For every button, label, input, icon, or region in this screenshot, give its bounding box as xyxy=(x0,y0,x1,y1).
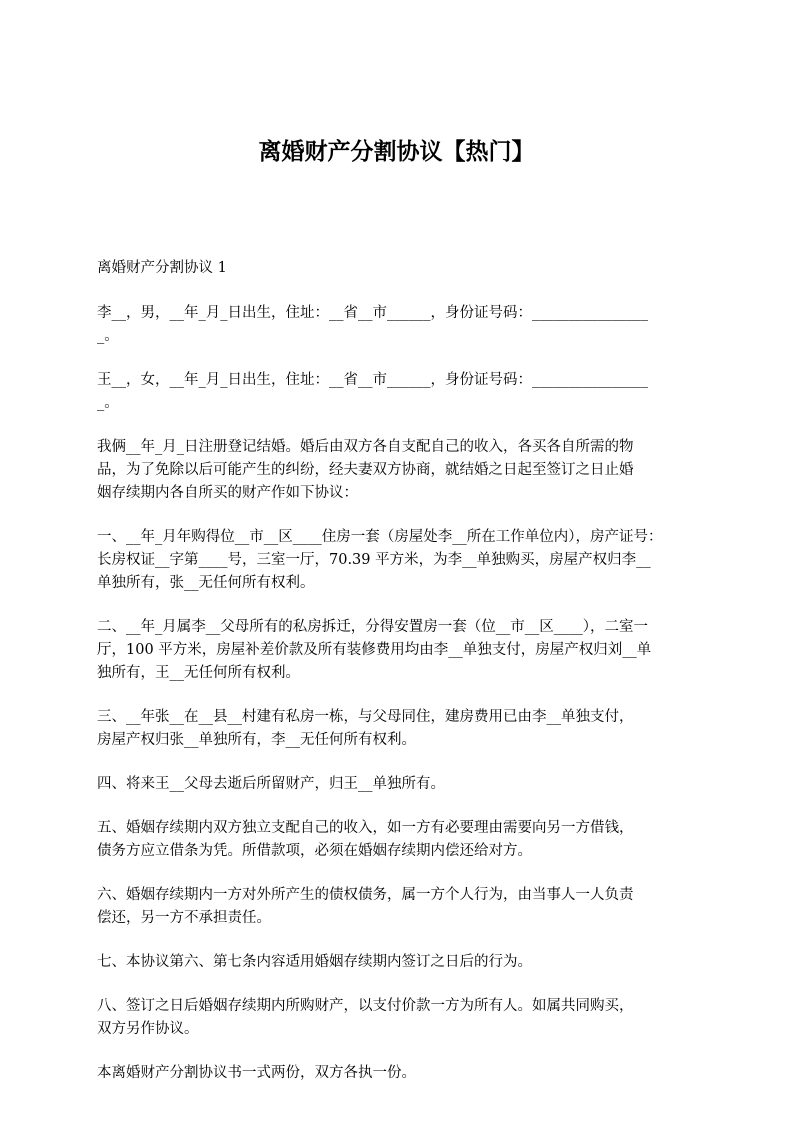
section-heading: 离婚财产分割协议 1 xyxy=(97,260,227,276)
party-li-info: 李__，男，__年_月_日出生，住址：__省__市______，身份证号码：________________ _。 xyxy=(97,305,648,344)
document-body xyxy=(97,257,717,1106)
clause-4: 四、将来王__父母去逝后所留财产，归王__单独所有。 xyxy=(97,776,445,792)
clause-1: 一、__年_月年购得位__市__区____住房一套（房屋处李__所在工作单位内），房产证号： 长房权证__字第____号，三室一厅，70.39 平方米，为李__单独购买，房屋产权归李__ 单独所有，张__无任何所有权利。 xyxy=(97,529,663,591)
document-title: 离婚财产分割协议【热门】 xyxy=(258,139,535,165)
clause-3: 三、__年张__在__县__村建有私房一栋，与父母同住，建房费用已由李__单独支付， 房屋产权归张__单独所有，李__无任何所有权利。 xyxy=(97,709,634,748)
marriage-preamble: 我俩__年_月_日注册登记结婚。婚后由双方各自支配自己的收入，各买各自所需的物 品，为了免除以后可能产生的纠纷，经夫妻双方协商，就结婚之日起至签订之日止婚 姻存续期内各自所买的财产作如下协议： xyxy=(97,439,634,501)
clause-2: 二、__年_月属李__父母所有的私房拆迁，分得安置房一套（位__市__区____），二室一 厅，100 平方米，房屋补差价款及所有装修费用均由李__单独支付，房屋产权归刘__单 独所有，王__无任何所有权利。 xyxy=(97,619,652,681)
party-wang-info: 王__，女，__年_月_日出生，住址：__省__市______，身份证号码：________________ _。 xyxy=(97,372,648,411)
clause-7: 七、本协议第六、第七条内容适用婚姻存续期内签订之日后的行为。 xyxy=(97,954,532,970)
clause-6: 六、婚姻存续期内一方对外所产生的债权债务，属一方个人行为，由当事人一人负责 偿还，另一方不承担责任。 xyxy=(97,887,634,926)
clause-5: 五、婚姻存续期内双方独立支配自己的收入，如一方有必要理由需要向另一方借钱， 债务方应立借条为凭。所借款项，必须在婚姻存续期内偿还给对方。 xyxy=(97,820,634,859)
clause-8: 八、签订之日后婚姻存续期内所购财产，以支付价款一方为所有人。如属共同购买， 双方另作协议。 xyxy=(97,998,634,1037)
closing-statement: 本离婚财产分割协议书一式两份，双方各执一份。 xyxy=(97,1065,416,1081)
